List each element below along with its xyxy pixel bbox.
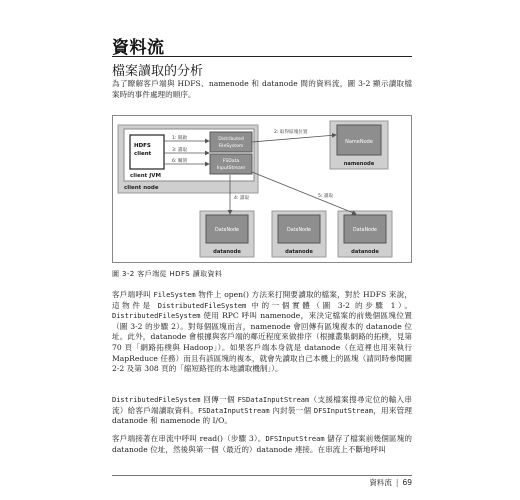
chapter-title: 資料流 [112,38,165,58]
section-title: 檔案讀取的分析 [112,64,204,79]
namenode-box-label: NameNode [345,139,373,145]
step3-label: 3: 讀取 [172,148,188,153]
p3-text-a: 回傳一個 [200,395,238,404]
distributed-filesystem-box [210,132,252,152]
p2-text-a: 客戶端呼叫 [112,290,154,299]
step6-label: 6: 關閉 [172,159,188,164]
fsdis-line2: InputStream [216,166,246,171]
client-jvm-label: client JVM [130,173,161,179]
fsdis-line1: FSData [222,159,240,164]
step4-label: 4: 讀取 [234,196,250,201]
client-node-label: client node [124,185,159,191]
datanode-2-label: datanode [285,249,313,255]
hdfs-read-diagram [112,115,412,263]
step2-label: 2: 取得區塊位置 [274,130,308,135]
p3-code-dfsis: DFSInputStream [313,406,373,415]
p3-text-c: 內封裝一個 [269,405,314,415]
p3-code-dfs: DistributedFileSystem [112,396,201,404]
page-footer [328,477,412,488]
datanode-2-box-label: DataNode [287,228,311,233]
paragraph-read [112,434,412,455]
datanode-3-box-label: DataNode [353,228,377,233]
page-number: 69 [402,478,412,487]
p2-text-b: 物件上 open() 方法來打開要讀取的檔案，對於 HDFS 來說，這物件是 [112,290,412,310]
hdfs-client-line2: client [134,151,152,157]
datanode-2 [272,211,326,257]
footer-section: 資料流 [369,478,392,487]
p2-code-dfs-2: DistributedFileSystem [112,312,201,321]
p3-code-fsdis: FSDataInputStream [237,396,310,404]
figure-3-2 [112,115,412,263]
datanode-1 [200,211,254,257]
p3-text-d: ，用來管理 datanode 和 namenode 的 I/O。 [112,405,412,426]
p2-code-filesystem: FileSystem [153,291,196,299]
p4-code-dfsis: DFSInputStream [265,435,325,443]
p4-text-a: 客戶端接著在串流中呼叫 read()（步驟 3）。 [112,434,266,443]
step1-label: 1: 開啟 [172,136,188,141]
p3-text-b: （支援檔案搜尋定位的輸入串流）給客戶端讀取資料。 [112,395,413,415]
paragraph-input-stream [112,395,412,427]
dfs-line1: Distributed [218,137,244,142]
figure-caption: 圖 3-2 客戶端從 HDFS 讀取資料 [112,270,223,278]
p2-text-d: 使用 RPC 呼叫 namenode，來決定檔案的前幾個區塊位置（圖 3-2 的步驟 2）。對每個區塊而言，namenode 會回傳有區塊複本的 datanode 位址。此外，datanode 會根據與客戶端的鄰近程度來做排序（根據叢集網路的拓樸，見第 70 頁「網路拓樸與 Hadoop」）。如果客戶端本身就是 datanode（在這裡也用來執行 MapReduce 任務）而且有該區塊的複本，就會先讀取自己本機上的區塊（請同時參閱圖 2-2 及第 308 頁的「縮短路徑的本地讀取機制」）。 [112,311,412,374]
fsdata-inputstream-box [210,154,252,174]
datanode-1-box-label: DataNode [215,228,239,233]
dfs-line2: FileSystem [218,144,244,149]
intro-paragraph: 為了瞭解客戶端與 HDFS、namenode 和 datanode 間的資料流，圖 3-2 顯示讀取檔案時的事件處理的順序。 [112,79,412,99]
title-rule [112,56,412,57]
p4-text-b: 儲存了檔案前幾個區塊的 datanode 位址，然後與第一個（最近的）datanode 連接。在串流上不斷地呼叫 [112,434,412,454]
namenode-label: namenode [343,161,375,167]
datanode-3-label: datanode [351,249,379,255]
hdfs-client-line1: HDFS [134,143,151,149]
p3-code-fsdis-2: FSDataInputStream [197,406,270,415]
p2-text-c: 中的一個實體（圖 3-2 的步驟 1）。 [246,300,412,310]
paragraph-open-file [112,290,412,375]
footer-rule [112,475,412,476]
step5-label: 5: 讀取 [318,194,334,199]
datanode-1-label: datanode [213,249,241,255]
p2-code-dfs: DistributedFileSystem [157,301,247,310]
footer-separator: | [395,478,399,487]
datanode-3 [338,211,392,257]
